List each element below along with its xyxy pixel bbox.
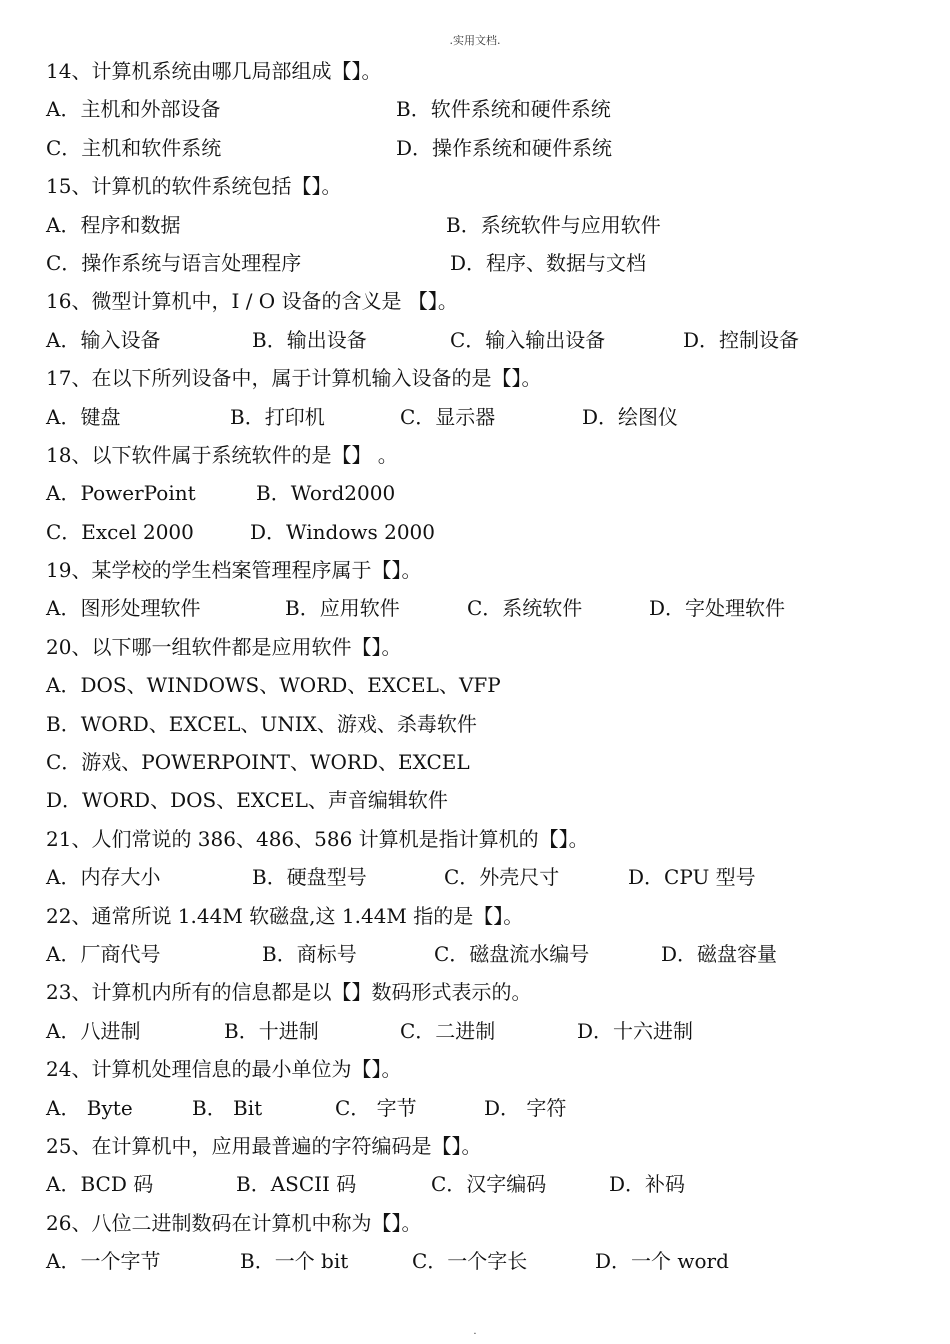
option-text: A．程序和数据 [46, 212, 181, 237]
options-row [46, 474, 926, 512]
question-text: 25、在计算机中，应用最普遍的字符编码是【】。 [46, 1133, 482, 1158]
question-text: 26、八位二进制数码在计算机中称为【】。 [46, 1210, 422, 1235]
option-text: C．磁盘流水编号 [434, 941, 590, 966]
options-row [46, 513, 926, 551]
options-row [46, 1012, 926, 1050]
question-text: 21、人们常说的 386、486、586 计算机是指计算机的【】。 [46, 826, 589, 851]
options-row [46, 589, 926, 627]
question-text: 22、通常所说 1.44M 软磁盘,这 1.44M 指的是【】。 [46, 903, 524, 928]
options-row [46, 398, 926, 436]
option-text: B．打印机 [230, 404, 325, 429]
option-text: C．主机和软件系统 [46, 135, 222, 160]
question-text: 16、微型计算机中，I / O 设备的含义是 【】。 [46, 289, 458, 314]
option-text: B．WORD、EXCEL、UNIX、游戏、杀毒软件 [46, 711, 477, 736]
option-text: A．图形处理软件 [46, 596, 201, 621]
option-text: A．一个字节 [46, 1249, 161, 1274]
options-row [46, 1089, 926, 1127]
option-text: D．磁盘容量 [661, 941, 778, 966]
page-header: .实用文档. [449, 34, 501, 47]
question-text: 18、以下软件属于系统软件的是【】 。 [46, 442, 398, 467]
option-text: A．内存大小 [46, 865, 161, 890]
option-text: A．BCD 码 [46, 1172, 154, 1197]
option-text: C．Excel 2000 [46, 519, 194, 544]
option-text: C．游戏、POWERPOINT、WORD、EXCEL [46, 750, 470, 775]
option-text: B．Word2000 [256, 481, 396, 506]
option-text: C．显示器 [400, 404, 496, 429]
option-text: A．厂商代号 [46, 941, 161, 966]
option-text: B．十进制 [224, 1018, 319, 1043]
option-text: A．输入设备 [46, 327, 161, 352]
question-text: 14、计算机系统由哪几局部组成【】。 [46, 59, 382, 83]
option-text: C． 字节 [335, 1095, 417, 1120]
page-footer: . [473, 1326, 477, 1337]
option-text: D．十六进制 [577, 1018, 694, 1043]
options-row [46, 206, 926, 244]
options-row [46, 666, 926, 704]
options-row [46, 935, 926, 973]
options-row [46, 90, 926, 128]
option-text: C．操作系统与语言处理程序 [46, 250, 302, 275]
question-text: 23、计算机内所有的信息都是以【】数码形式表示的。 [46, 980, 532, 1005]
option-text: A．DOS、WINDOWS、WORD、EXCEL、VFP [46, 673, 501, 698]
option-text: D．程序、数据与文档 [450, 250, 647, 275]
options-row [46, 705, 926, 743]
option-text: D．补码 [609, 1172, 686, 1197]
options-row [46, 129, 926, 167]
option-text: D．CPU 型号 [628, 865, 756, 890]
option-text: C．一个字长 [412, 1249, 528, 1274]
option-text: B．ASCII 码 [236, 1172, 357, 1197]
options-row [46, 781, 926, 819]
option-text: B．商标号 [262, 941, 357, 966]
option-text: D．Windows 2000 [250, 519, 435, 544]
option-text: A． Byte [46, 1095, 133, 1120]
options-row [46, 743, 926, 781]
option-text: D．字处理软件 [649, 596, 786, 621]
question-text: 19、某学校的学生档案管理程序属于【】。 [46, 558, 422, 583]
option-text: B．硬盘型号 [252, 865, 367, 890]
option-text: A．PowerPoint [46, 481, 196, 506]
option-text: D．一个 word [595, 1249, 729, 1274]
option-text: D．控制设备 [683, 327, 800, 352]
option-text: B．一个 bit [240, 1249, 349, 1274]
question-text: 17、在以下所列设备中，属于计算机输入设备的是【】。 [46, 366, 542, 391]
option-text: D．WORD、DOS、EXCEL、声音编辑软件 [46, 788, 448, 813]
option-text: A．八进制 [46, 1018, 141, 1043]
option-text: C．系统软件 [467, 596, 583, 621]
question-text: 20、以下哪一组软件都是应用软件【】。 [46, 634, 402, 659]
options-row [46, 1165, 926, 1203]
options-row [46, 858, 926, 896]
option-text: C．输入输出设备 [450, 327, 606, 352]
question-text: 15、计算机的软件系统包括【】。 [46, 174, 342, 199]
question-text: 24、计算机处理信息的最小单位为【】。 [46, 1057, 402, 1082]
option-text: C．二进制 [400, 1018, 496, 1043]
option-text: C．汉字编码 [431, 1172, 547, 1197]
option-text: C．外壳尺寸 [444, 865, 560, 890]
question-list [46, 52, 926, 1281]
option-text: B． Bit [192, 1095, 263, 1120]
option-text: A．主机和外部设备 [46, 97, 221, 122]
option-text: B．应用软件 [285, 596, 400, 621]
options-row [46, 1242, 926, 1280]
options-row [46, 244, 926, 282]
option-text: D．操作系统和硬件系统 [396, 135, 613, 160]
option-text: A．键盘 [46, 404, 121, 429]
options-row [46, 321, 926, 359]
option-text: D． 字符 [484, 1095, 567, 1120]
option-text: B．输出设备 [252, 327, 367, 352]
option-text: B．软件系统和硬件系统 [396, 97, 611, 122]
option-text: D．绘图仪 [582, 404, 679, 429]
option-text: B．系统软件与应用软件 [446, 212, 661, 237]
